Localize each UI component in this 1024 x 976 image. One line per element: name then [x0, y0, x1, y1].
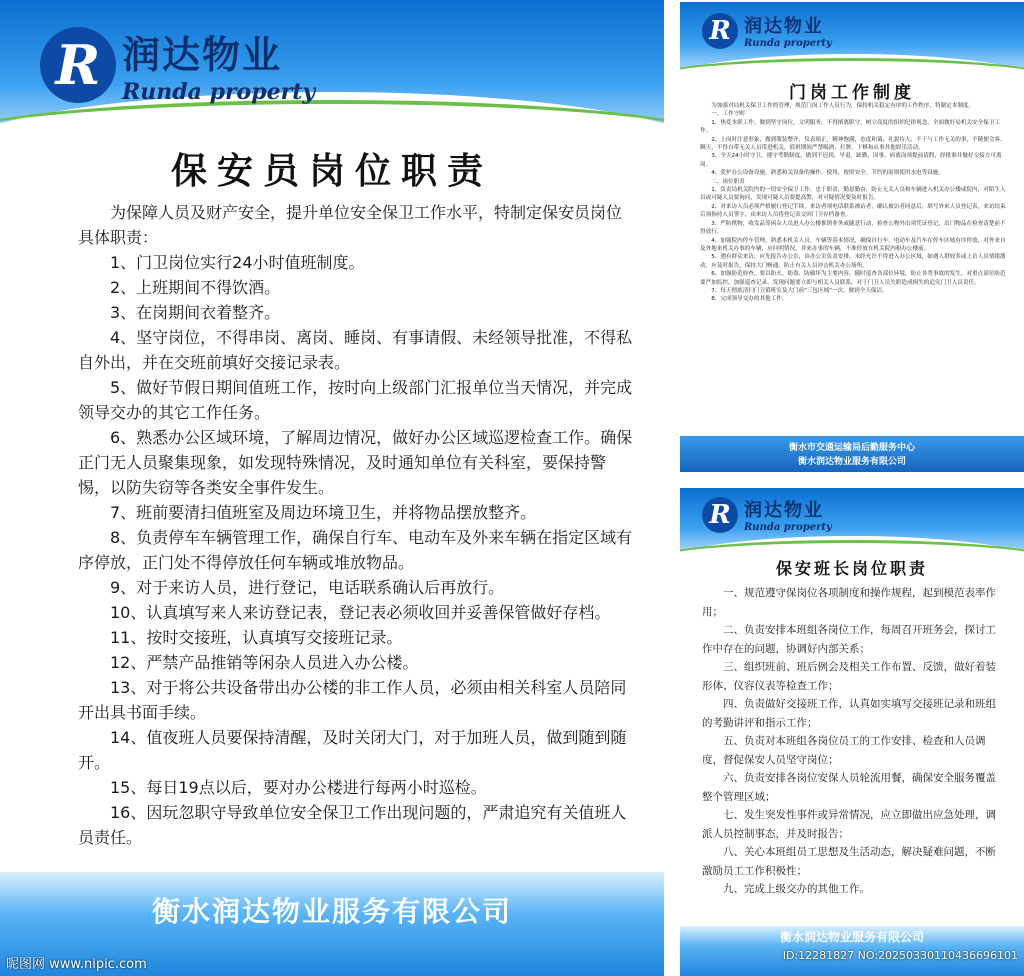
logo-mark-icon: R [702, 13, 738, 49]
captain-footer-text: 衡水润达物业服务有限公司 [779, 930, 924, 944]
paragraph: 3、全天24小时守卫，遵守考勤制度，做到不迟到、早退、缺勤，因事、病离岗须提前请假，经批准并做好交接方可离岗。 [700, 153, 1002, 168]
paragraph: 11、按时交接班，认真填写交接班记录。 [110, 628, 403, 647]
paragraph: 7、班前要清扫值班室及周边环境卫生，并将物品摆放整齐。 [110, 503, 537, 522]
paragraph: 5、做好节假日期间值班工作，按时向上级部门汇报单位当天情况，并完成领导交办的其它工作任务。 [78, 378, 633, 422]
paragraph: 4、加强院内停车管理，熟悉本机关人员、车辆等基本情况，确保自行车、电动车及汽车在停车区域有序停放，对外来自及外地来机关办事的车辆，应问明情况，非来办事的车辆，不准停放在机关院内和办公楼前。 [700, 237, 1006, 252]
paragraph: 10、认真填写来人来访登记表，登记表必须收回并妥善保管做好存档。 [110, 603, 611, 622]
paragraph: 3、在岗期间衣着整齐。 [110, 303, 281, 322]
gate-footer-line2: 衡水润达物业服务有限公司 [797, 457, 906, 467]
paragraph: 一、规范遵守保岗位各项制度和操作规程，起到模范表率作用； [702, 587, 996, 618]
paragraph: 七、发生突发性事件或异常情况，应立即做出应急处理，调派人员控制事态，并及时报告； [702, 809, 996, 840]
brand-name-en: Runda property [744, 38, 832, 49]
paragraph: 8、完成领导交办的其他工作。 [711, 296, 788, 303]
logo-mark-icon: R [40, 27, 116, 103]
paragraph: 16、因玩忽职守导致单位安全保卫工作出现问题的，严肃追究有关值班人员责任。 [78, 803, 627, 847]
captain-title: 保安班长岗位职责 [775, 559, 928, 578]
paragraph: 2、上班期间不得饮酒。 [110, 278, 281, 297]
gate-title: 门岗工作制度 [789, 83, 915, 103]
brand-name-cn: 润达物业 [122, 33, 283, 77]
gate-rules-poster [680, 2, 1024, 472]
brand-name-cn: 润达物业 [744, 500, 824, 521]
paragraph: 1、热爱本职工作，做到坚守岗位，文明服务，不得擅离职守，树立高度的组织纪律观念，全面做好局机关安全保卫工作。 [700, 119, 1001, 135]
paragraph: 1、负责局机关院内的一切安全保卫工作，忠于职责，勤恳勤奋，防止无关人员和车辆进入机关办公楼或院内，对陌生人员或可疑人员要询问，发现可疑人员要提高警，对可疑情况要及时报告。 [700, 187, 1006, 202]
paragraph: 2、对来访人员必须严格履行登记手续，来访者须电话联系被访者，确认被访者同意后，填写外来人员登记表，来访结束后须指持人员签字，由来访人员将登记表交回门卫存档备查。 [700, 203, 1006, 219]
brand-name-cn: 润达物业 [744, 16, 824, 37]
watermark-left: 昵图网 www.nipic.com [6, 957, 147, 972]
logo-mark-icon: R [702, 497, 738, 533]
gate-logo [702, 12, 832, 49]
paragraph: 6、熟悉办公区域环境，了解周边情况，做好办公区域巡逻检查工作。确保正门无人员聚集现象，如发现特殊情况，及时通知单位有关科室，要保持警惕，以防失窃等各类安全事件发生。 [78, 428, 633, 497]
main-footer-text: 衡水润达物业服务有限公司 [151, 895, 512, 928]
main-body-text [78, 200, 634, 850]
gate-body-text [700, 102, 1006, 304]
paragraph: 五、负责对本班组各岗位员工的工作安排、检查和人员调度，督促保安人员坚守岗位； [702, 735, 986, 766]
paragraph: 4、坚守岗位，不得串岗、离岗、睡岗、有事请假、未经领导批准，不得私自外出，并在交班前填好交接记录表。 [78, 328, 633, 372]
captain-duties-poster [680, 488, 1024, 976]
paragraph: 四、负责做好交接班工作，认真如实填写交接班记录和班组的考勤讲评和指示工作； [702, 698, 996, 729]
paragraph: 12、严禁产品推销等闲杂人员进入办公楼。 [110, 653, 419, 672]
captain-logo [702, 496, 832, 533]
gate-footer-band [680, 436, 1024, 472]
watermark-right: ID:12281827 NO:20250330110436696101 [782, 949, 1018, 962]
paragraph: 14、值夜班人员要保持清醒，及时关闭大门，对于加班人员，做到随到随开。 [78, 728, 627, 772]
paragraph: 3、严防携物，收发品等闲杂人员进入办公楼推销业务或随意行动，检查公物外出须凭证登记，出门物品在检查清楚前不得放行。 [700, 220, 1006, 236]
paragraph: 7、每天彻底清扫门卫值班室及大门前"三包区域"一次，做到全天保洁。 [711, 287, 888, 294]
paragraph: 4、爱护办公设备设施，熟悉和关设备的操作、使用，按照安全、节约的原则使用水电等设施。 [711, 170, 945, 177]
paragraph: 13、对于将公共设备带出办公楼的非工作人员，必须由相关科室人员陪同开出具书面手续。 [78, 678, 627, 722]
paragraph: 为加强对局机关保卫工作的管理，规范门岗工作人员行为，保持机关稳定有序的工作秩序，特制定本制度。 [711, 103, 975, 109]
paragraph: 9、对于来访人员，进行登记，电话联系确认后再放行。 [110, 578, 505, 597]
paragraph: 六、负责安排各岗位安保人员轮流用餐，确保安全服务覆盖整个管理区域； [702, 772, 996, 803]
paragraph: 一、工作守则 [711, 111, 745, 118]
gate-footer-line1: 衡水市交通运输局后勤服务中心 [788, 443, 915, 453]
paragraph: 为保障人员及财产安全，提升单位安全保卫工作水平，特制定保安员岗位具体职责： [78, 203, 623, 247]
main-logo [40, 24, 315, 105]
paragraph: 1、门卫岗位实行24小时值班制度。 [110, 253, 365, 272]
brand-name-en: Runda property [744, 522, 832, 533]
brand-name-en: Runda property [122, 79, 316, 105]
paragraph: 6、加强防范检查，要以防火、防盗、防破坏为主要内容，随时巡查各部位环境，防止各类事故的发生，对重点部位防范要严加监控，加强巡查记录。发现问题要立即与相关人员联系，对于门卫人员失职造成损失的追究门卫人员责任。 [700, 271, 1006, 286]
paragraph: 九、完成上级交办的其他工作。 [723, 883, 870, 895]
paragraph: 2、上岗时注意形象，做到服装整齐，仪表端正，精神饱满，态度和蔼，礼貌待人，不干与工作无关的事，不随便会客、聊天，不得自带无关人员带进机关，值班期间严禁喝酒、打牌、下棋和从事其他娱乐活动。 [700, 136, 1006, 152]
paragraph: 三、组织班前、班后例会及相关工作布置、反馈，做好着装形体、仪容仪表等检查工作； [702, 661, 996, 692]
main-title: 保安员岗位职责 [170, 151, 493, 192]
paragraph: 5、遇有群众来访，应先报告办公室，由办公室负责安排，未经允许不得进入办公区域，如遇人群较多或上访人员情绪激动，应及时报告，保持大门畅通，防止有关人员冲击机关办公场所。 [700, 254, 1006, 269]
paragraph: 8、负责停车车辆管理工作，确保自行车、电动车及外来车辆在指定区域有序停放，正门处不得停放任何车辆或堆放物品。 [78, 528, 633, 572]
captain-body-text [702, 584, 1002, 899]
paragraph: 二、岗位职责 [711, 178, 745, 185]
paragraph: 15、每日19点以后，要对办公楼进行每两小时巡检。 [110, 778, 487, 797]
paragraph: 八、关心本班组员工思想及生活动态，解决疑难问题，不断激励员工工作积极性； [702, 846, 996, 877]
paragraph: 二、负责安排本班组各岗位工作，每周召开班务会，探讨工作中存在的问题，协调好内部关系； [702, 624, 996, 655]
